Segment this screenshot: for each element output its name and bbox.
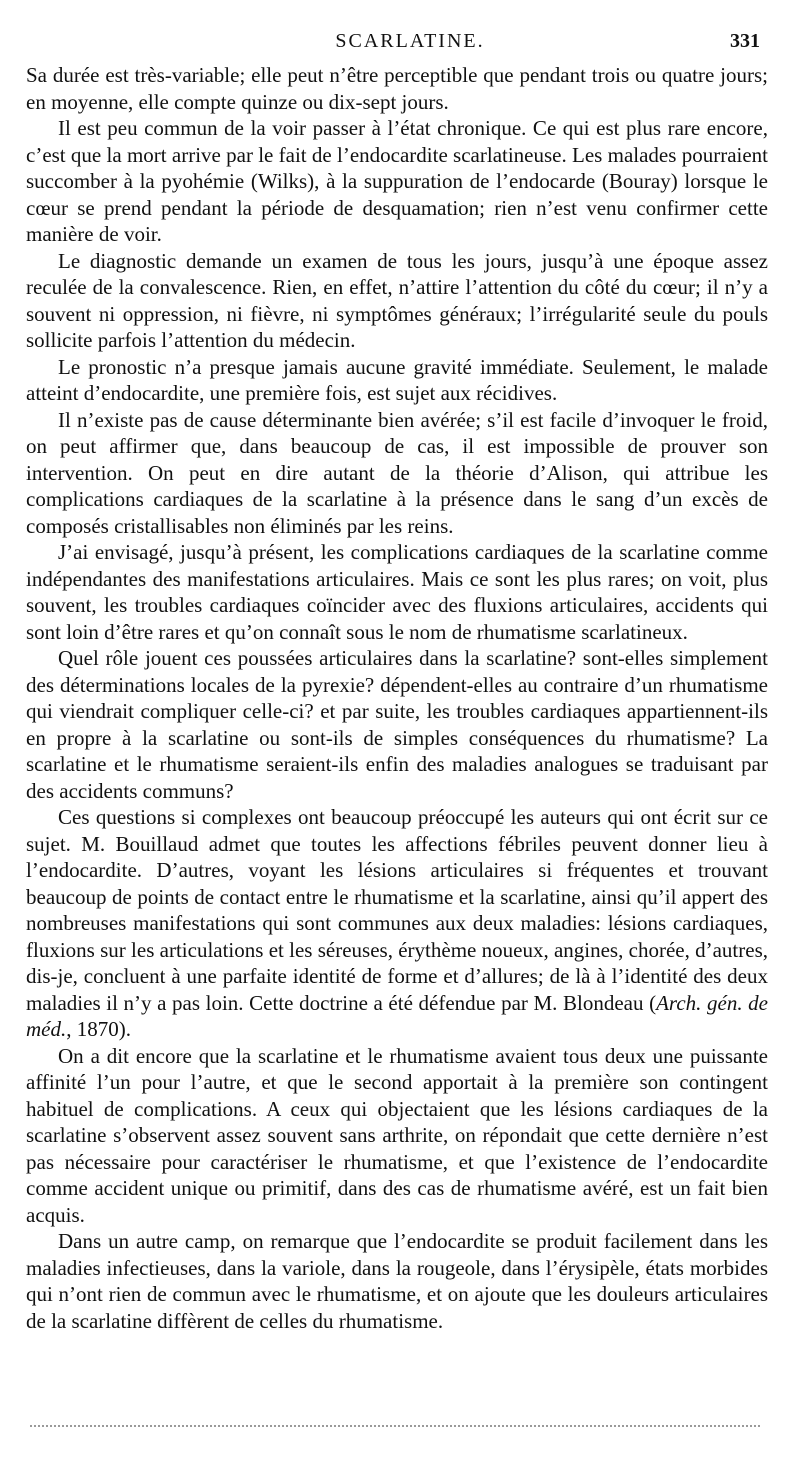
paragraph-affinity: On a dit encore que la scarlatine et le rhumatisme avaient tous deux une puissante affinité l’un pour l’autre, et que le second apportait à la première son contingent habituel de complications. A ceux qui objectaient que les lésions cardiaques de la scarlatine s’observent assez souvent sans arthrite, on répondait que cette dernière n’est pas nécessaire pour caractériser le rhumatisme, et que l’existence de l’endocardite comme accident unique ou primitif, dans des cas de rhumatisme avéré, est un fait bien acquis.	[26, 1043, 768, 1227]
running-title: SCARLATINE.	[335, 30, 485, 52]
bottom-rule	[30, 1425, 760, 1427]
doctrines-text: Ces questions si complexes ont beaucoup préoccupé les auteurs qui ont écrit sur ce sujet. M. Bouillaud admet que toutes les affections fébriles peuvent donner lieu à l’endocardite. D’autres, voyant les lésions articulaires si fréquentes et trouvant beaucoup de points de contact entre le rhumatisme et la scarlatine, ainsi qu’il appert des nombreuses manifestations qui sont communes aux deux maladies: lésions cardiaques, fluxions sur les articulations et les séreuses, érythème noueux, angines, chorée, d’autres, dis-je, concluent à une parfaite identité de forme et d’allures; de là à l’identité des deux maladies il n’y a pas loin. Cette doctrine a été défendue par M. Blondeau (	[26, 805, 768, 1015]
paragraph-duration: Sa durée est très-variable; elle peut n’être perceptible que pendant trois ou quatre jours; en moyenne, elle compte quinze ou dix-sept jours.	[26, 63, 768, 114]
running-head	[60, 30, 760, 60]
paragraph-articular-complications: J’ai envisagé, jusqu’à présent, les complications cardiaques de la scarlatine comme indépendantes des manifestations articulaires. Mais ce sont les plus rares; on voit, plus souvent, les troubles cardiaques coïncider avec des fluxions articulaires, accidents qui sont loin d’être rares et qu’on connaît sous le nom de rhumatisme scarlatineux.	[26, 540, 768, 644]
citation-year: , 1870).	[66, 1017, 131, 1041]
paragraph-chronic-mortality: Il est peu commun de la voir passer à l’état chronique. Ce qui est plus rare encore, c’est que la mort arrive par le fait de l’endocardite scarlatineuse. Les malades pourraient succomber à la pyohémie (Wilks), à la suppuration de l’endocarde (Bouray) lorsque le cœur se prend pendant la période de desquamation; rien n’est venu confirmer cette manière de voir.	[26, 116, 768, 246]
paragraph-diagnosis: Le diagnostic demande un examen de tous les jours, jusqu’à une époque assez reculée de la convalescence. Rien, en effet, n’attire l’attention du côté du cœur; il n’y a souvent ni oppression, ni fièvre, ni symptômes généraux; l’irrégularité seule du pouls sollicite parfois l’attention du médecin.	[26, 248, 768, 352]
paragraph-questions: Quel rôle jouent ces poussées articulaires dans la scarlatine? sont-elles simplement des déterminations locales de la pyrexie? dépendent-elles au contraire d’un rhumatisme qui viendrait compliquer celle-ci? et par suite, les troubles cardiaques appartiennent-ils en propre à la scarlatine ou sont-ils de simples conséquences du rhumatisme? La scarlatine et le rhumatisme seraient-ils enfin des maladies analogues se traduisant par des accidents communs?	[26, 646, 768, 803]
body-text	[26, 62, 768, 1334]
paragraph-prognosis: Le pronostic n’a presque jamais aucune gravité immédiate. Seulement, le malade atteint d’endocardite, une première fois, est sujet aux récidives.	[26, 354, 768, 405]
paragraph-other-camp: Dans un autre camp, on remarque que l’endocardite se produit facilement dans les maladies infectieuses, dans la variole, dans la rougeole, dans l’érysipèle, états morbides qui n’ont rien de commun avec le rhumatisme, et on ajoute que les douleurs articulaires de la scarlatine diffèrent de celles du rhumatisme.	[26, 1229, 768, 1333]
citation-journal: Arch. gén. de méd.	[26, 990, 769, 1041]
paragraph-causes: Il n’existe pas de cause déterminante bien avérée; s’il est facile d’invoquer le froid, on peut affirmer que, dans beaucoup de cas, il est impossible de prouver son intervention. On peut en dire autant de la théorie d’Alison, qui attribue les complications cardiaques de la scarlatine à la présence dans le sang d’un excès de composés cristallisables non éliminés par les reins.	[26, 407, 768, 538]
paragraph-doctrines	[26, 804, 768, 1043]
page-number: 331	[730, 30, 760, 52]
